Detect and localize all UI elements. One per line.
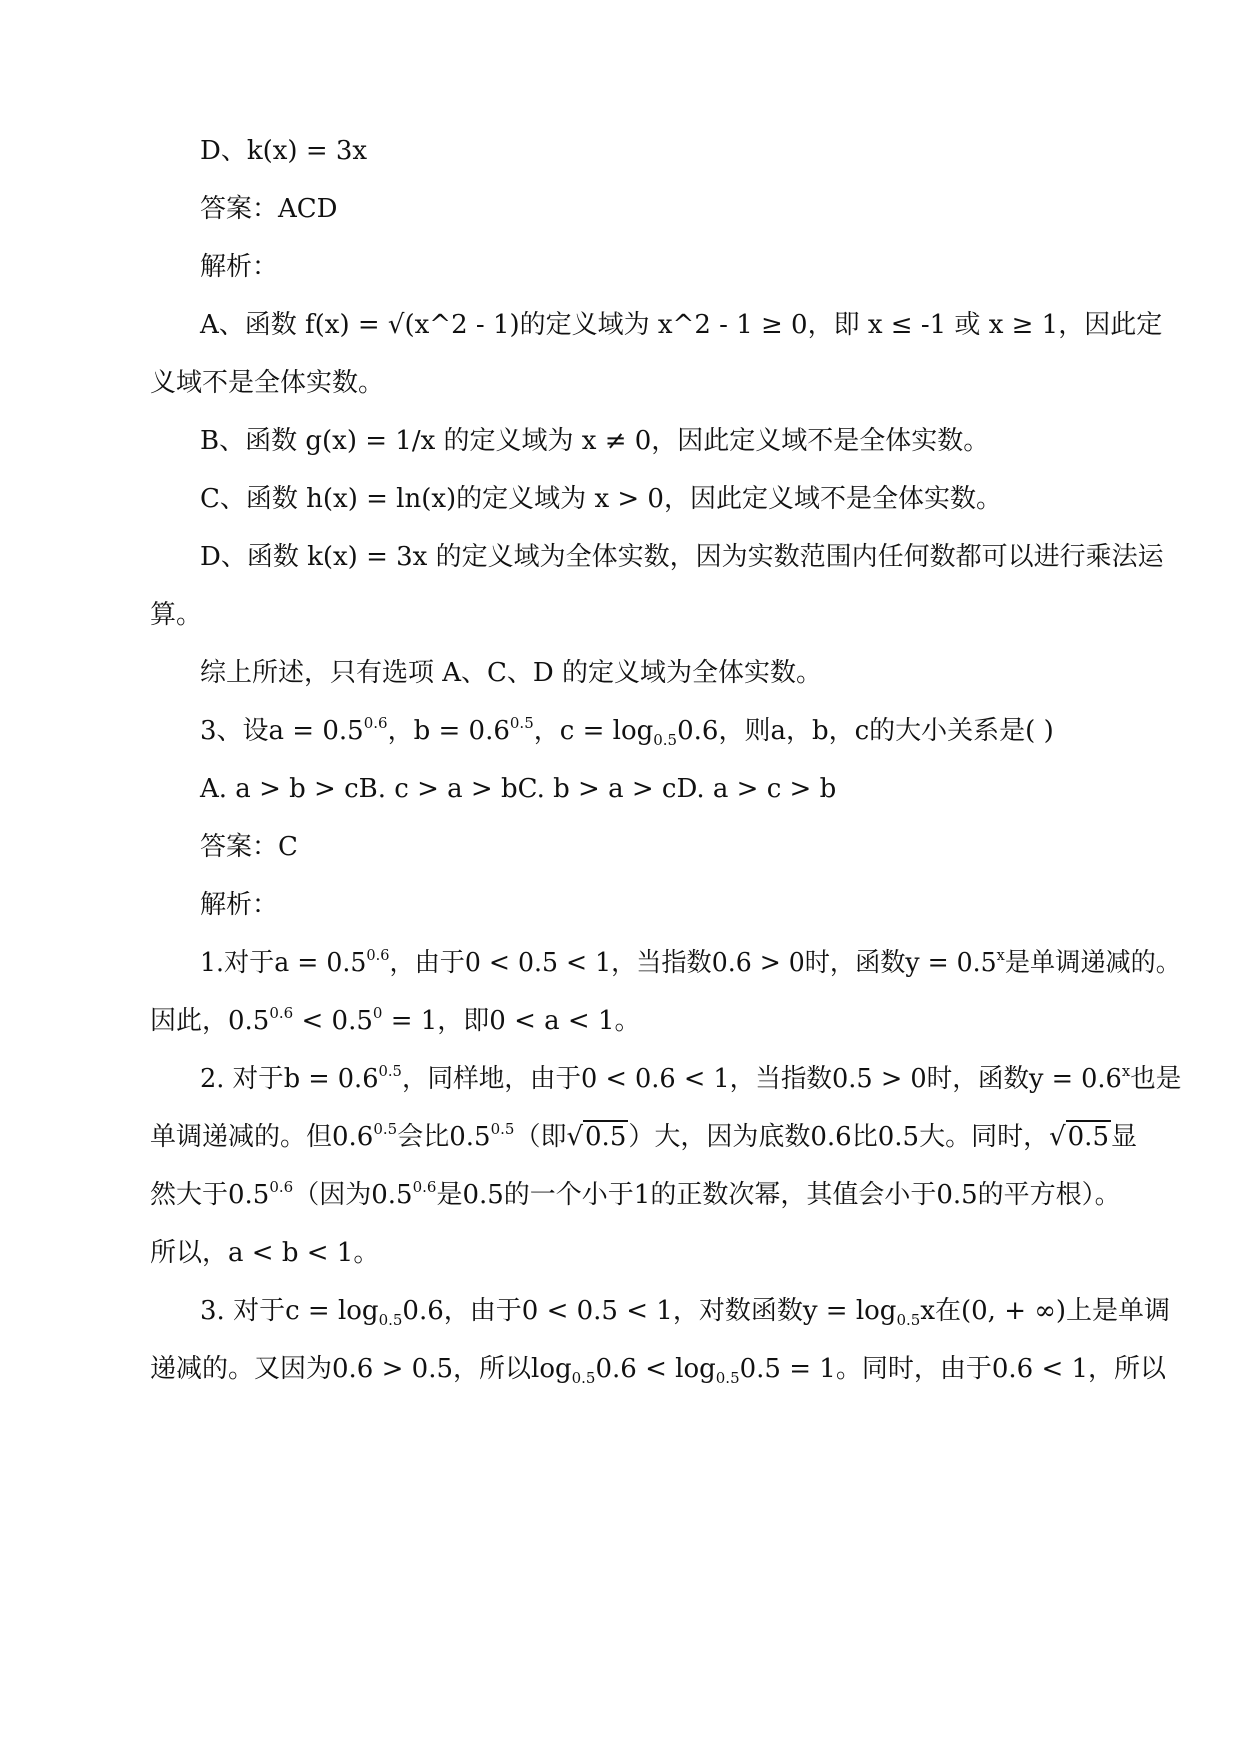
analysis-b-line: B、函数 g(x) = 1/x 的定义域为 x ≠ 0，因此定义域不是全体实数。 — [200, 426, 990, 456]
analysis-heading-2: 解析： — [200, 890, 279, 920]
question-3-line: 3、设$a = 0.5^{0.6}$，$b = 0.6^{0.5}$，$c = \log_{0.5}0.6$，则a，b，c的大小关系是( ) — [200, 714, 1054, 749]
analysis-a-line: A、函数 f(x) = √(x^2 - 1)的定义域为 x^2 - 1 ≥ 0，即 x ≤ -1 或 x ≥ 1，因此定 — [200, 310, 1163, 340]
step-2-conclusion: 所以，a < b < 1。 — [150, 1238, 380, 1268]
analysis-a-continued: 义域不是全体实数。 — [150, 368, 385, 398]
option-d-line: D、k(x) = 3x — [200, 136, 368, 166]
analysis-heading: 解析： — [200, 252, 279, 282]
answer-line-2: 答案：C — [200, 832, 298, 862]
summary-line: 综上所述，只有选项 A、C、D 的定义域为全体实数。 — [200, 658, 823, 688]
step-3-continued: 递减的。又因为0.6 > 0.5，所以$\log_{0.5}0.6 < \log_{0.5}0.5 = 1$。同时，由于0.6 < 1，所以 — [150, 1354, 1167, 1387]
step-2-continued-1: 单调递减的。但$0.6^{0.5}$会比$0.5^{0.5}$（即√0.5）大，因为底数0.6比0.5大。同时，√0.5显 — [150, 1120, 1138, 1152]
step-1-continued: 因此，$0.5^{0.6} < 0.5^0 = 1$，即0 < a < 1。 — [150, 1004, 641, 1036]
analysis-c-line: C、函数 h(x) = ln(x)的定义域为 x > 0，因此定义域不是全体实数。 — [200, 484, 1002, 514]
analysis-d-continued: 算。 — [150, 600, 203, 630]
analysis-d-line: D、函数 k(x) = 3x 的定义域为全体实数，因为实数范围内任何数都可以进行乘法运 — [200, 542, 1164, 572]
question-3-options: A. a > b > cB. c > a > bC. b > a > cD. a > c > b — [200, 774, 837, 804]
step-2-line: 2. 对于$b = 0.6^{0.5}$，同样地，由于0 < 0.6 < 1，当指数0.5 > 0时，函数$y = 0.6^x$也是 — [200, 1062, 1182, 1094]
answer-line: 答案：ACD — [200, 194, 338, 224]
step-2-continued-2: 然大于$0.5^{0.6}$（因为$0.5^{0.6}$是0.5的一个小于1的正数次幂，其值会小于0.5的平方根）。 — [150, 1178, 1121, 1210]
step-1-line: 1.对于$a = 0.5^{0.6}$，由于0 < 0.5 < 1，当指数0.6 > 0时，函数$y = 0.5^x$是单调递减的。 — [200, 946, 1181, 978]
step-3-line: 3. 对于$c = \log_{0.5}0.6$，由于0 < 0.5 < 1，对数函数$y = \log_{0.5}x$在(0, + ∞)上是单调 — [200, 1296, 1171, 1329]
